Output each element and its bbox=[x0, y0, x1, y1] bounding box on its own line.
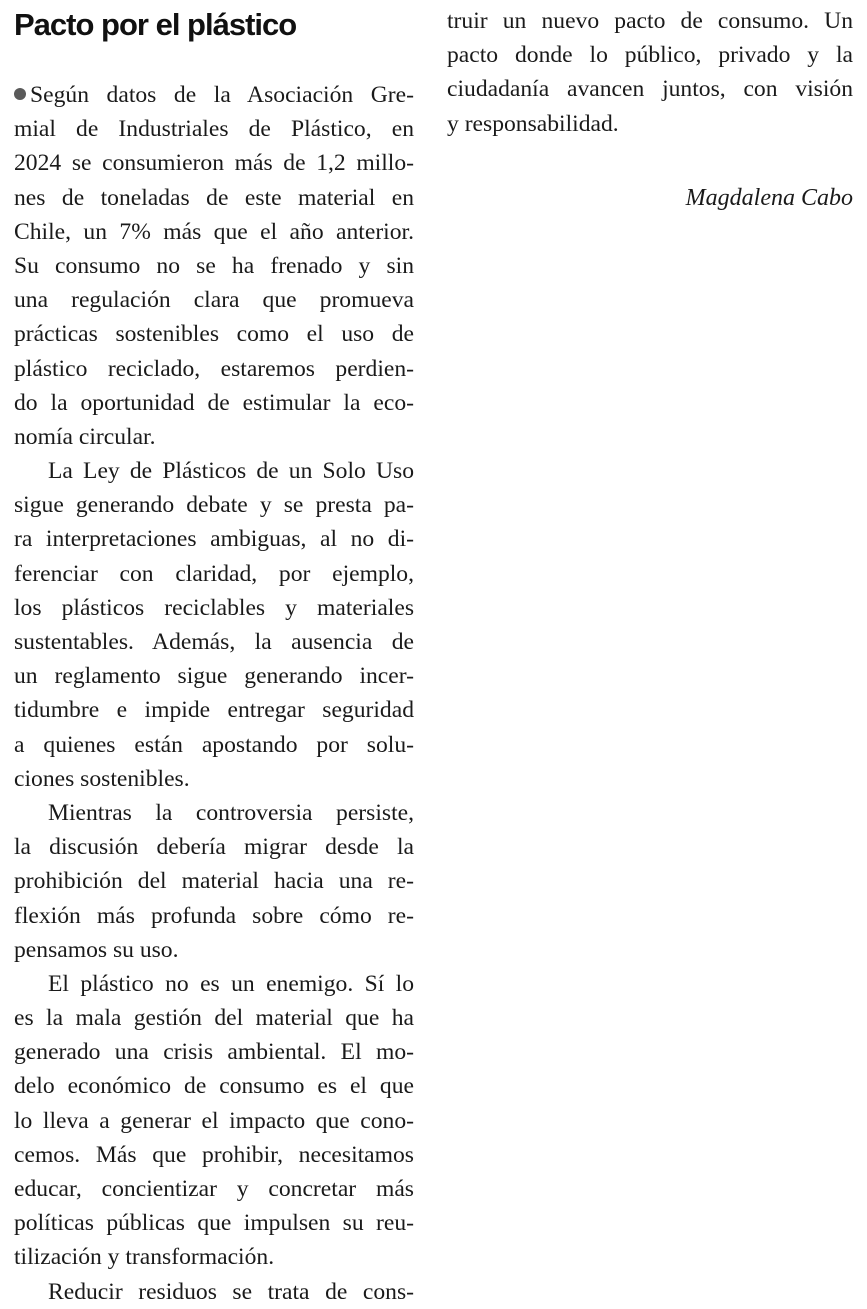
text-line bbox=[14, 1001, 414, 1035]
text-line-content: ferenciar con claridad, por ejemplo, bbox=[14, 560, 414, 587]
text-line bbox=[14, 454, 414, 488]
text-line bbox=[14, 796, 414, 830]
text-line-content: do la oportunidad de estimular la eco- bbox=[14, 389, 414, 416]
text-line bbox=[14, 420, 414, 454]
text-line bbox=[14, 1104, 414, 1138]
text-line bbox=[447, 72, 853, 106]
text-line-content: es la mala gestión del material que ha bbox=[14, 1005, 414, 1032]
text-line bbox=[14, 522, 414, 556]
text-line bbox=[14, 659, 414, 693]
text-line-content: a quienes están apostando por solu- bbox=[14, 731, 414, 758]
text-line bbox=[14, 1240, 414, 1274]
text-line-content: truir un nuevo pacto de consumo. Un bbox=[447, 8, 853, 34]
text-line-content: El plástico no es un enemigo. Sí lo bbox=[48, 970, 414, 997]
text-line bbox=[14, 967, 414, 1001]
text-line bbox=[14, 283, 414, 317]
text-line bbox=[14, 899, 414, 933]
text-line bbox=[14, 215, 414, 249]
text-line-content: nes de toneladas de este material en bbox=[14, 184, 414, 211]
text-line-content: La Ley de Plásticos de un Solo Uso bbox=[48, 458, 414, 485]
text-line bbox=[14, 762, 414, 796]
text-line-content: generado una crisis ambiental. El mo- bbox=[14, 1039, 414, 1066]
text-line-content: ra interpretaciones ambiguas, al no di- bbox=[14, 526, 414, 553]
text-line bbox=[14, 1172, 414, 1206]
text-line bbox=[447, 4, 853, 38]
text-line bbox=[14, 1035, 414, 1069]
article-body-left bbox=[14, 78, 414, 1309]
text-line bbox=[14, 933, 414, 967]
text-line-content: la discusión debería migrar desde la bbox=[14, 834, 414, 861]
text-line-content: pacto donde lo público, privado y la bbox=[447, 42, 853, 69]
text-line bbox=[14, 1069, 414, 1103]
text-line bbox=[14, 352, 414, 386]
text-line-content: delo económico de consumo es el que bbox=[14, 1073, 414, 1100]
author-signature: Magdalena Cabo bbox=[685, 184, 853, 211]
text-line bbox=[14, 488, 414, 522]
text-line bbox=[14, 1138, 414, 1172]
text-line-content: pensamos su uso. bbox=[14, 936, 179, 963]
text-line-content: prácticas sostenibles como el uso de bbox=[14, 321, 414, 348]
text-line-content: cemos. Más que prohibir, necesitamos bbox=[14, 1141, 414, 1168]
text-line bbox=[14, 386, 414, 420]
text-line-content: sustentables. Además, la ausencia de bbox=[14, 629, 414, 655]
text-line-content: 2024 se consumieron más de 1,2 millo- bbox=[14, 150, 414, 177]
article-body-right bbox=[447, 4, 853, 141]
text-line bbox=[14, 728, 414, 762]
article-title: Pacto por el plástico bbox=[14, 7, 297, 42]
text-line bbox=[14, 591, 414, 625]
text-line-content: tilización y transformación. bbox=[14, 1244, 275, 1271]
text-line bbox=[14, 625, 414, 659]
text-line-content: Chile, un 7% más que el año anterior. bbox=[14, 218, 414, 245]
text-line-content: nomía circular. bbox=[14, 423, 156, 450]
text-line-content: tidumbre e impide entregar seguridad bbox=[14, 697, 414, 724]
text-line bbox=[14, 78, 414, 112]
text-line-content: un reglamento sigue generando incer- bbox=[14, 663, 414, 690]
text-line bbox=[14, 181, 414, 215]
text-line-content: políticas públicas que impulsen su reu- bbox=[14, 1210, 414, 1237]
bullet-icon bbox=[14, 88, 26, 100]
text-line-content: una regulación clara que promueva bbox=[14, 287, 414, 314]
text-line bbox=[14, 146, 414, 180]
text-line-content: flexión más profunda sobre cómo re- bbox=[14, 902, 414, 929]
text-line bbox=[447, 107, 853, 141]
text-line bbox=[14, 864, 414, 898]
text-line-content: ciones sostenibles. bbox=[14, 765, 190, 792]
text-line bbox=[14, 1206, 414, 1240]
text-line bbox=[14, 830, 414, 864]
text-line-content: Reducir residuos se trata de cons- bbox=[48, 1278, 414, 1305]
text-line-content: Su consumo no se ha frenado y sin bbox=[14, 252, 414, 279]
right-column bbox=[447, 4, 853, 215]
text-line-content: los plásticos reciclables y materiales bbox=[14, 594, 414, 621]
left-column bbox=[14, 4, 414, 1309]
text-line bbox=[447, 38, 853, 72]
text-line bbox=[14, 249, 414, 283]
text-line-content: y responsabilidad. bbox=[447, 110, 619, 137]
text-line-content: Según datos de la Asociación Gre- bbox=[30, 82, 414, 108]
text-line bbox=[14, 1275, 414, 1309]
text-line bbox=[14, 557, 414, 591]
text-line bbox=[14, 693, 414, 727]
text-line-content: educar, concientizar y concretar más bbox=[14, 1176, 414, 1202]
text-line-content: prohibición del material hacia una re- bbox=[14, 868, 414, 895]
text-line-content: ciudadanía avancen juntos, con visión bbox=[447, 76, 853, 103]
text-line-content: mial de Industriales de Plástico, en bbox=[14, 116, 414, 143]
text-line bbox=[14, 112, 414, 146]
text-line-content: Mientras la controversia persiste, bbox=[48, 799, 414, 826]
text-line bbox=[14, 317, 414, 351]
text-line-content: lo lleva a generar el impacto que cono- bbox=[14, 1107, 414, 1134]
text-line-content: sigue generando debate y se presta pa- bbox=[14, 492, 414, 519]
text-line-content: plástico reciclado, estaremos perdien- bbox=[14, 355, 414, 382]
